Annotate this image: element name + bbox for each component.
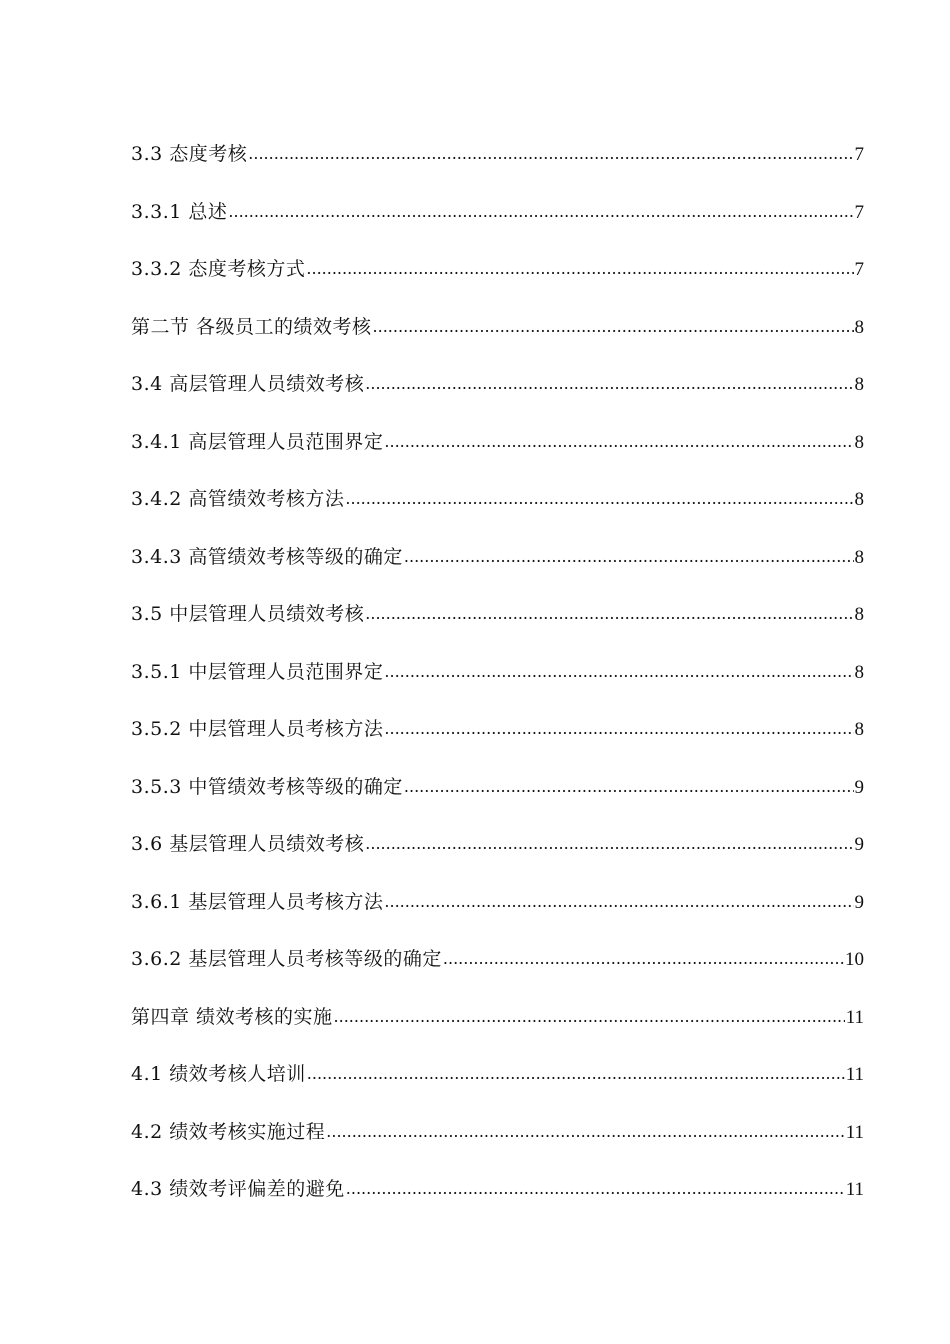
toc-entry-title: 4.1 绩效考核人培训 — [131, 1063, 306, 1085]
toc-entry-title: 3.3.1 总述 — [131, 200, 228, 223]
toc-entry[interactable] — [131, 945, 864, 1003]
toc-entry-title: 第四章 绩效考核的实施 — [131, 1005, 333, 1028]
toc-entry-title: 3.4.3 高管绩效考核等级的确定 — [131, 545, 403, 568]
toc-entry[interactable] — [131, 485, 864, 543]
toc-entry-page: 8 — [854, 546, 864, 568]
toc-entry-title: 3.5.3 中管绩效考核等级的确定 — [131, 775, 403, 798]
toc-entry-page: 8 — [854, 661, 864, 683]
toc-entry-page: 8 — [854, 489, 864, 510]
toc-entry[interactable] — [131, 830, 864, 888]
toc-entry-page: 11 — [845, 1179, 864, 1200]
toc-entry[interactable] — [131, 255, 864, 313]
toc-dot-leader — [404, 773, 854, 801]
toc-entry-page: 9 — [854, 834, 864, 855]
toc-dot-leader — [326, 1118, 844, 1146]
toc-entry[interactable] — [131, 658, 864, 716]
toc-dot-leader — [248, 140, 853, 168]
toc-entry-page: 10 — [845, 949, 864, 970]
toc-entry[interactable] — [131, 773, 864, 831]
toc-entry-title: 3.6.1 基层管理人员考核方法 — [131, 890, 384, 913]
toc-entry-title: 3.6.2 基层管理人员考核等级的确定 — [131, 948, 442, 970]
toc-entry-page: 8 — [854, 604, 864, 625]
toc-dot-leader — [306, 255, 853, 283]
toc-dot-leader — [365, 600, 853, 628]
toc-entry[interactable] — [131, 1118, 864, 1176]
toc-entry-title: 3.4 高层管理人员绩效考核 — [131, 373, 365, 395]
toc-dot-leader — [384, 888, 853, 916]
toc-entry-title: 3.4.2 高管绩效考核方法 — [131, 488, 345, 510]
toc-entry[interactable] — [131, 1060, 864, 1118]
toc-dot-leader — [365, 370, 853, 398]
toc-entry-title: 4.3 绩效考评偏差的避免 — [131, 1178, 345, 1200]
toc-dot-leader — [443, 945, 844, 973]
toc-entry-page: 7 — [854, 259, 864, 280]
toc-entry[interactable] — [131, 715, 864, 773]
toc-entry[interactable] — [131, 1175, 864, 1233]
toc-dot-leader — [365, 830, 853, 858]
toc-entry-page: 9 — [854, 776, 864, 798]
toc-entry[interactable] — [131, 888, 864, 946]
toc-entry-title: 3.3 态度考核 — [131, 143, 248, 165]
toc-dot-leader — [404, 543, 854, 571]
table-of-contents — [131, 140, 864, 1233]
toc-entry-page: 8 — [854, 719, 864, 740]
toc-dot-leader — [384, 715, 853, 743]
toc-entry-title: 3.6 基层管理人员绩效考核 — [131, 833, 365, 855]
toc-entry-page: 11 — [845, 1064, 864, 1085]
toc-entry[interactable] — [131, 1003, 864, 1061]
toc-entry-title: 第二节 各级员工的绩效考核 — [131, 315, 372, 338]
toc-entry-page: 9 — [854, 891, 864, 913]
toc-entry-page: 7 — [854, 201, 864, 223]
toc-entry-page: 8 — [854, 431, 864, 453]
toc-entry[interactable] — [131, 313, 864, 371]
toc-entry-page: 8 — [854, 374, 864, 395]
toc-dot-leader — [307, 1060, 845, 1088]
toc-entry-title: 3.5.1 中层管理人员范围界定 — [131, 660, 384, 683]
toc-dot-leader — [228, 198, 853, 226]
toc-entry-title: 3.5 中层管理人员绩效考核 — [131, 603, 365, 625]
toc-entry-page: 7 — [854, 144, 864, 165]
toc-entry-page: 11 — [845, 1121, 864, 1143]
toc-dot-leader — [384, 428, 853, 456]
toc-entry[interactable] — [131, 600, 864, 658]
toc-entry[interactable] — [131, 370, 864, 428]
toc-entry[interactable] — [131, 428, 864, 486]
toc-entry[interactable] — [131, 198, 864, 256]
toc-entry[interactable] — [131, 543, 864, 601]
toc-entry[interactable] — [131, 140, 864, 198]
toc-dot-leader — [346, 1175, 845, 1203]
toc-entry-title: 3.5.2 中层管理人员考核方法 — [131, 718, 384, 740]
toc-dot-leader — [334, 1003, 845, 1031]
toc-entry-page: 11 — [845, 1006, 864, 1028]
toc-dot-leader — [373, 313, 854, 341]
toc-entry-page: 8 — [854, 316, 864, 338]
toc-entry-title: 4.2 绩效考核实施过程 — [131, 1120, 326, 1143]
toc-entry-title: 3.3.2 态度考核方式 — [131, 258, 306, 280]
toc-dot-leader — [384, 658, 853, 686]
toc-entry-title: 3.4.1 高层管理人员范围界定 — [131, 430, 384, 453]
toc-dot-leader — [345, 485, 853, 513]
